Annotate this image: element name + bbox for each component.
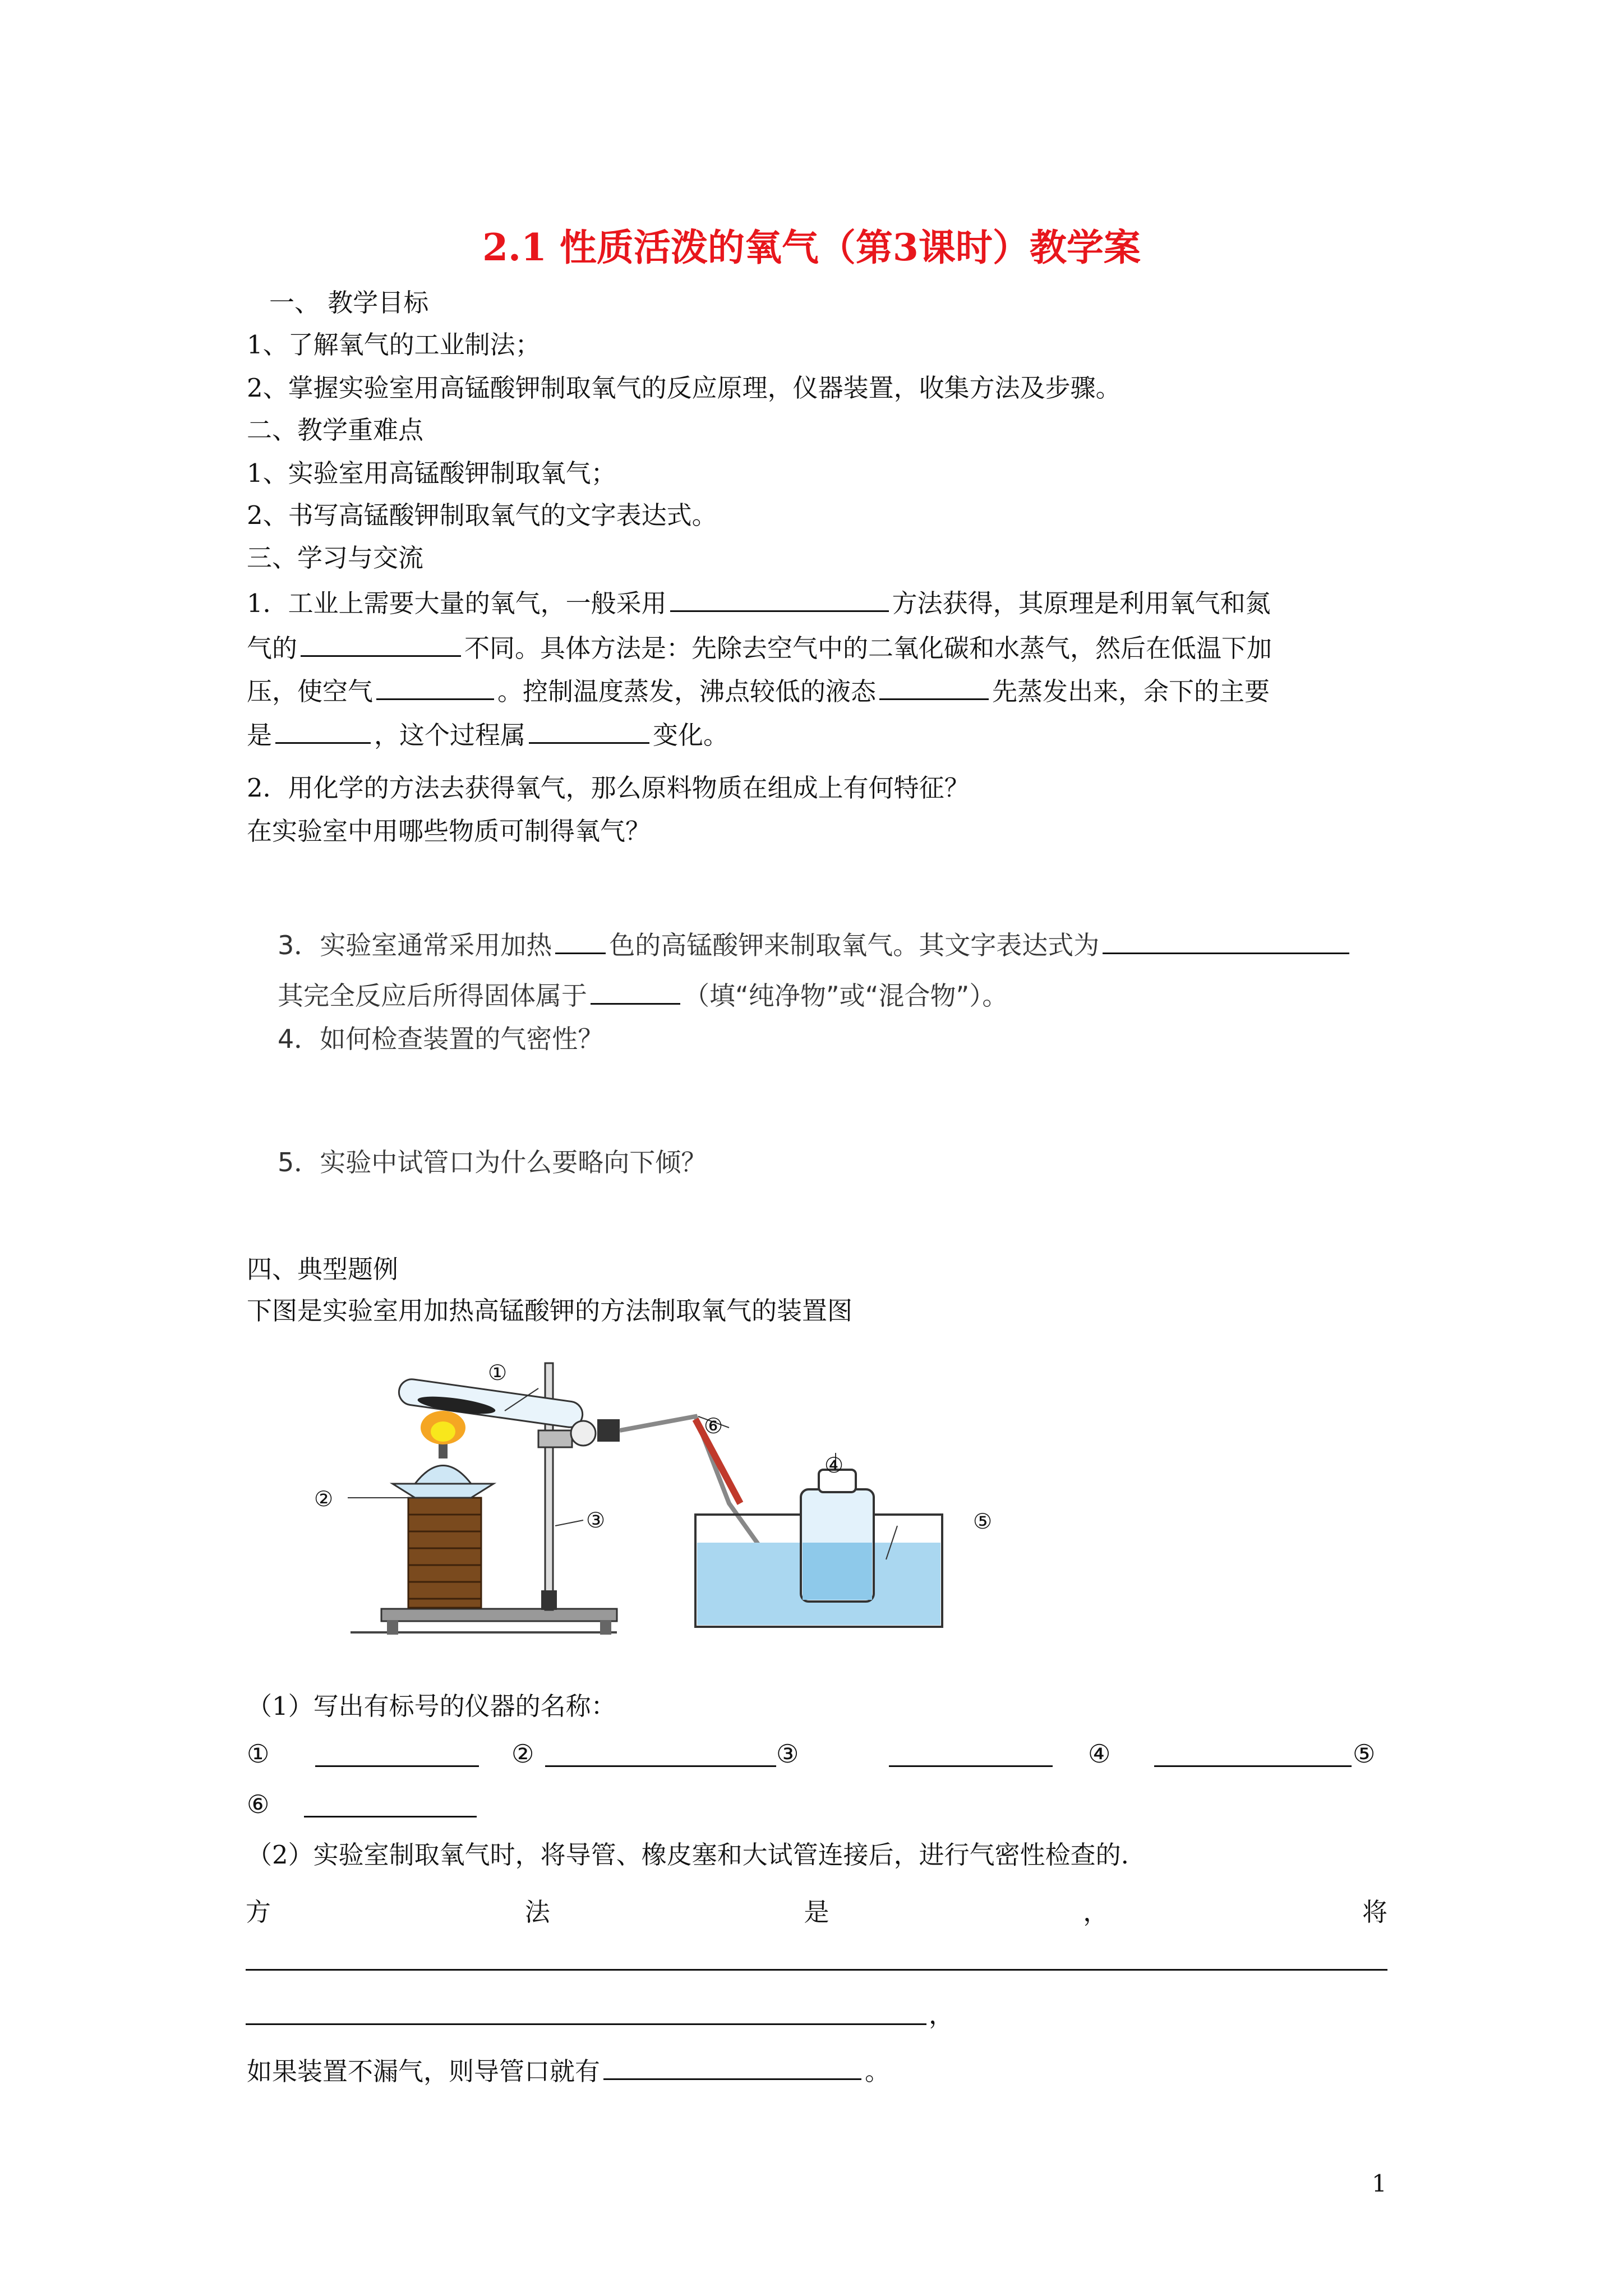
page-number: 1: [1372, 2170, 1387, 2197]
section-heading-examples: 四、典型题例: [247, 1254, 399, 1284]
answer-blank[interactable]: [1103, 927, 1349, 954]
question-2-line2: 在实验室中用哪些物质可制得氧气？: [247, 816, 651, 846]
q1-text: 压，使空气: [247, 677, 374, 706]
method-word: 是: [804, 1897, 829, 1927]
question-1-line2: [247, 630, 1272, 664]
method-word: ，: [1083, 1897, 1109, 1927]
oxygen-apparatus-figure: [303, 1358, 965, 1649]
document-title: 2.1 性质活泼的氧气（第3课时）教学案: [482, 226, 1141, 269]
marker-4: ④: [1088, 1739, 1111, 1769]
objective-item: 2、掌握实验室用高锰酸钾制取氧气的反应原理，仪器装置，收集方法及步骤。: [247, 373, 1121, 403]
q3-text: 色的高锰酸钾来制取氧气。其文字表达式为: [609, 930, 1100, 960]
answer-blank[interactable]: [545, 1765, 776, 1767]
marker-3: ③: [776, 1739, 799, 1769]
q1-text: 先蒸发出来，余下的主要: [992, 677, 1270, 706]
question-1-line1: [247, 585, 1271, 619]
answer-blank[interactable]: [275, 717, 371, 744]
figure-label-3: ③: [586, 1508, 606, 1533]
last-text: 。: [865, 2056, 891, 2086]
q1-text: 不同。具体方法是：先除去空气中的二氧化碳和水蒸气，然后在低温下加: [464, 633, 1272, 663]
last-line: [247, 2053, 890, 2087]
example-intro: 下图是实验室用加热高锰酸钾的方法制取氧气的装置图: [247, 1296, 853, 1326]
answer-blank[interactable]: [1154, 1765, 1352, 1767]
q1-text: 变化。: [653, 720, 729, 750]
question-2-line1: 2．用化学的方法去获得氧气，那么原料物质在组成上有何特征？: [247, 773, 970, 803]
answer-blank-long[interactable]: [246, 1969, 1387, 1971]
figure-label-2: ②: [314, 1487, 334, 1511]
q1-text: 。控制温度蒸发，沸点较低的液态: [497, 677, 877, 706]
answer-blank[interactable]: [555, 927, 606, 954]
figure-label-4: ④: [824, 1453, 844, 1478]
question-1-line3: [247, 673, 1270, 707]
question-4: 4．如何检查装置的气密性？: [278, 1024, 604, 1054]
q3-text: 3．实验室通常采用加热: [278, 930, 552, 960]
method-word: 法: [524, 1897, 550, 1927]
q1-text: ，这个过程属: [374, 720, 526, 750]
answer-blank[interactable]: [670, 585, 889, 612]
answer-blank[interactable]: [304, 1816, 477, 1818]
answer-blank[interactable]: [315, 1765, 479, 1767]
keypoint-item: 1、实验室用高锰酸钾制取氧气；: [247, 458, 616, 488]
answer-blank[interactable]: [591, 977, 680, 1005]
answer-blank[interactable]: [529, 717, 649, 744]
method-line: [246, 1892, 1387, 1928]
figure-label-5: ⑤: [973, 1509, 993, 1534]
answer-blank[interactable]: [301, 630, 461, 657]
marker-5: ⑤: [1353, 1739, 1376, 1769]
q3-text: （填“纯净物”或“混合物”）。: [684, 981, 1008, 1011]
q1-text: 气的: [247, 633, 298, 663]
figure-label-6: ⑥: [704, 1414, 723, 1438]
q1-text: 是: [247, 720, 273, 750]
example-part-1: （1）写出有标号的仪器的名称：: [247, 1691, 616, 1721]
objective-item: 1、了解氧气的工业制法；: [247, 330, 541, 360]
section-heading-keypoints: 二、教学重难点: [247, 415, 424, 445]
comma: ，: [929, 2000, 955, 2030]
q1-text: 方法获得，其原理是利用氧气和氮: [892, 588, 1271, 618]
answer-blank[interactable]: [246, 2023, 926, 2025]
answer-blank[interactable]: [603, 2053, 861, 2080]
method-word: 方: [246, 1897, 271, 1927]
answer-blank[interactable]: [889, 1765, 1053, 1767]
last-text: 如果装置不漏气，则导管口就有: [247, 2056, 601, 2086]
question-5: 5．实验中试管口为什么要略向下倾？: [278, 1147, 707, 1177]
question-3-line2: [278, 977, 1008, 1011]
section-heading-study: 三、学习与交流: [247, 543, 424, 573]
question-1-line4: [247, 717, 728, 751]
section-heading-objectives: 一、 教学目标: [269, 288, 429, 318]
marker-1: ①: [247, 1739, 270, 1769]
example-part-2: （2）实验室制取氧气时，将导管、橡皮塞和大试管连接后，进行气密性检查的.: [247, 1840, 1129, 1870]
q1-text: 1．工业上需要大量的氧气，一般采用: [247, 588, 667, 618]
keypoint-item: 2、书写高锰酸钾制取氧气的文字表达式。: [247, 500, 717, 530]
question-3-line1: [278, 927, 1353, 961]
marker-2: ②: [511, 1739, 534, 1769]
q3-text: 其完全反应后所得固体属于: [278, 981, 587, 1011]
marker-6: ⑥: [247, 1789, 270, 1819]
answer-blank[interactable]: [376, 673, 494, 700]
method-word: 将: [1362, 1897, 1387, 1927]
answer-blank[interactable]: [879, 673, 989, 700]
figure-label-1: ①: [488, 1360, 508, 1385]
